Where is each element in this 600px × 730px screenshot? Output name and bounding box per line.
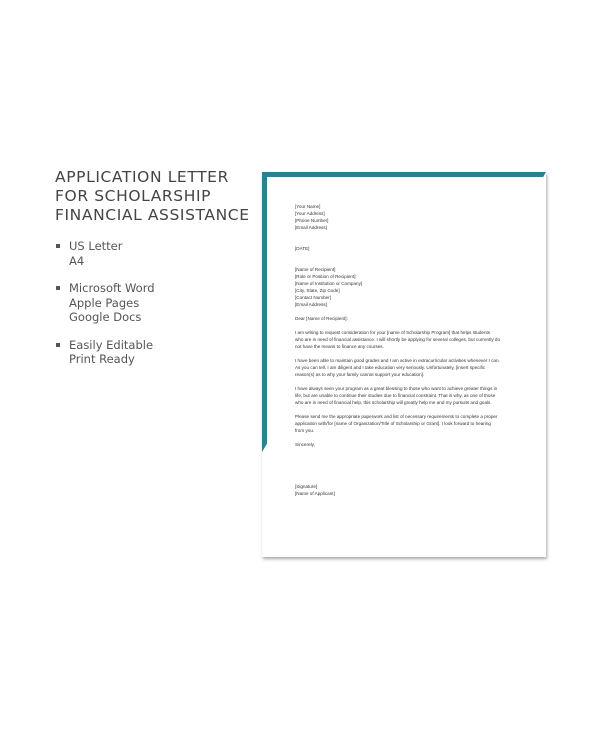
recipient-line: [Name of Recipient]: [295, 267, 336, 272]
signature-line: [Name of Applicant]: [295, 491, 335, 496]
closing: Sincerely,: [295, 442, 315, 447]
paragraph-line: life, but are unable to continue their studies due to financial constraint. That is why, as one of those: [295, 393, 496, 398]
bullet-icon: [56, 286, 60, 290]
sender-line: [Your Address]: [295, 211, 325, 216]
spacer: [295, 448, 525, 483]
feature-text: Google Docs: [69, 310, 142, 324]
spacer: [295, 322, 525, 329]
feature-text: Apple Pages: [69, 295, 140, 310]
accent-bar-left: [262, 172, 267, 452]
recipient-line: [Email Address]: [295, 302, 327, 307]
feature-item-formats: [55, 281, 155, 325]
spacer: [295, 434, 525, 441]
paragraph-line: As you can tell, I am diligent and I take education very seriously. Unfortunately, [insert specific: [295, 365, 486, 370]
recipient-line: [Name of Institution or Company]: [295, 281, 363, 286]
recipient-line: [City, State, Zip Code]: [295, 288, 340, 293]
recipient-line: [Contact Number]: [295, 295, 331, 300]
signature-line: [Signature]: [295, 484, 318, 489]
paragraph-line: who are in need of financial help, this scholarship will greatly help me and my pursuits and goals.: [295, 400, 492, 405]
spacer: [295, 378, 525, 385]
paragraph-line: Please send me the appropriate paperwork and list of necessary requirements to complete a proper: [295, 414, 498, 419]
spacer: [295, 252, 525, 266]
title-line: FOR SCHOLARSHIP: [55, 187, 212, 205]
paragraph-line: from you.: [295, 428, 315, 433]
paragraph-line: application with/for [name of Organization/Title of Scholarship or Grant]. I look forward to hearing: [295, 421, 491, 426]
paragraph-line: reason(s) as to why your family cannot support your education].: [295, 372, 425, 377]
salutation: Dear [Name of Recipient]:: [295, 316, 348, 321]
paragraph-line: I am writing to request consideration for your [name of Scholarship Program] that helps students: [295, 330, 491, 335]
letter-date: [DATE]: [295, 246, 310, 251]
bullet-icon: [56, 343, 60, 347]
paragraph-line: not have the means to finance any courses.: [295, 344, 384, 349]
sender-line: [Email Address]: [295, 225, 327, 230]
title-line: APPLICATION LETTER: [55, 168, 229, 186]
accent-bar-top: [262, 172, 546, 177]
bullet-icon: [56, 244, 60, 248]
letter-body: [295, 203, 525, 497]
page-title: [55, 168, 250, 225]
feature-list: [55, 239, 155, 380]
feature-text: US Letter: [69, 239, 123, 253]
sender-line: [Your Name]: [295, 204, 321, 209]
spacer: [295, 231, 525, 245]
feature-item-editing: [55, 338, 155, 367]
feature-text: Microsoft Word: [69, 281, 155, 295]
feature-text: A4: [69, 253, 85, 268]
feature-text: Easily Editable: [69, 337, 154, 352]
paragraph-line: I have been able to maintain good grades and I am active in extracurricular activities whenever I can.: [295, 358, 500, 363]
paragraph-line: I have always seen your program as a great blessing to those who want to achieve greater things in: [295, 386, 498, 391]
title-line: FINANCIAL ASSISTANCE: [55, 206, 250, 224]
letter-preview: [262, 172, 546, 557]
feature-item-size: [55, 239, 155, 268]
sender-line: [Phone Number]: [295, 218, 329, 223]
recipient-line: [Role or Position of Recipient]: [295, 274, 356, 279]
paragraph-line: who are in need of financial assistance. I will shortly be applying for several colleges, but currently do: [295, 337, 501, 342]
feature-text: Print Ready: [69, 352, 135, 366]
spacer: [295, 350, 525, 357]
spacer: [295, 308, 525, 315]
spacer: [295, 406, 525, 413]
